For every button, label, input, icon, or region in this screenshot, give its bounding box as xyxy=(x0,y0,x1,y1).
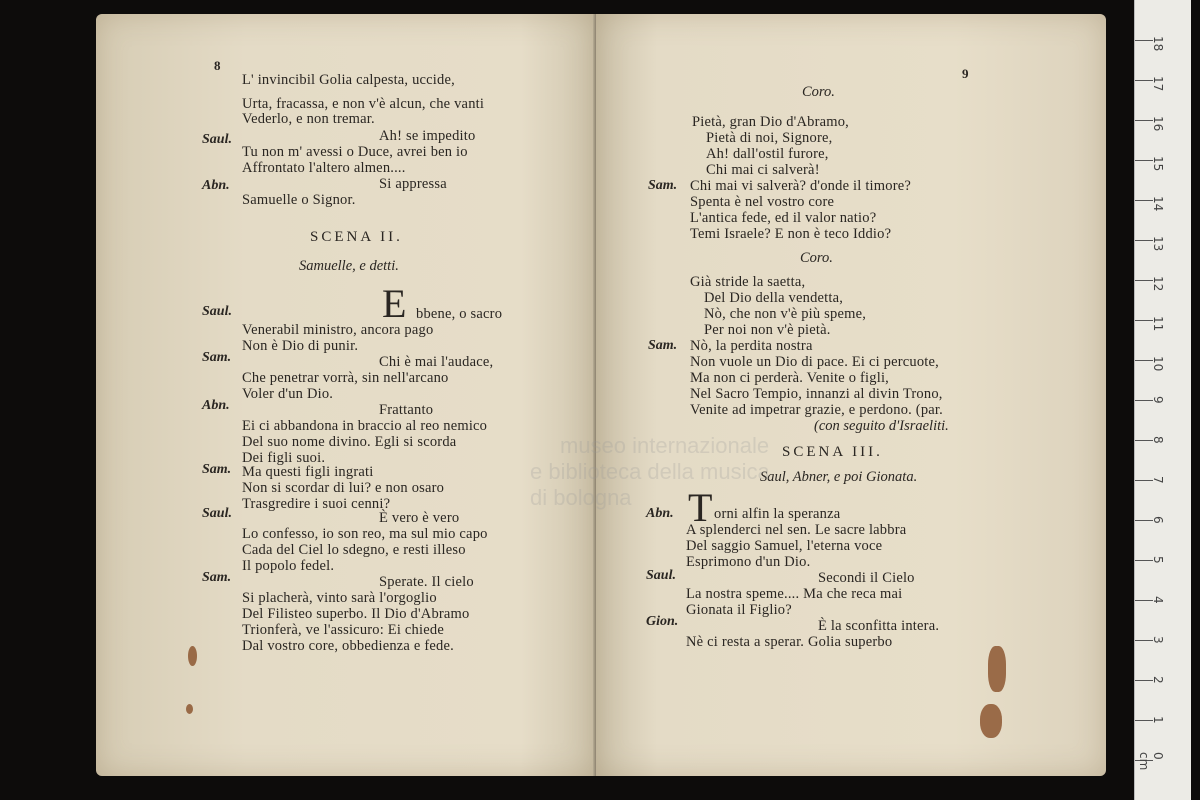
verse-line: Nel Sacro Tempio, innanzi al divin Trono, xyxy=(690,386,943,402)
verse-line: Gionata il Figlio? xyxy=(686,602,792,618)
ruler-label: 8 xyxy=(1151,436,1165,444)
verse-line: Lo confesso, io son reo, ma sul mio capo xyxy=(242,526,488,542)
verse-line: Chi mai vi salverà? d'onde il timore? xyxy=(690,178,912,194)
ruler-label: 14 xyxy=(1151,196,1165,212)
ruler-label: 1 xyxy=(1151,716,1165,724)
verse-line: Urta, fracassa, e non v'è alcun, che vanti xyxy=(242,96,485,112)
verse-line: Non è Dio di punir. xyxy=(242,338,359,354)
verse-line: Del Filisteo superbo. Il Dio d'Abramo xyxy=(242,606,470,622)
drop-cap: E xyxy=(382,281,407,326)
ruler-label: 4 xyxy=(1151,596,1165,604)
verse-line: Dei figli suoi. xyxy=(242,450,326,466)
ruler-label: 0 cm xyxy=(1137,752,1165,771)
right-page xyxy=(530,14,1106,776)
verse-line: L' invincibil Golia calpesta, uccide, xyxy=(242,72,455,88)
verse-line: Ma non ci perderà. Venite o figli, xyxy=(690,370,890,386)
speaker: Saul. xyxy=(646,568,676,583)
verse-line: Ah! se impedito xyxy=(379,128,476,144)
speaker: Abn. xyxy=(202,178,230,193)
ruler-label: 12 xyxy=(1151,276,1165,292)
verse-line: Nò, che non v'è più speme, xyxy=(704,306,867,322)
foxing-stain xyxy=(980,704,1002,738)
chorus-label: Coro. xyxy=(800,250,833,266)
verse-line: Dal vostro core, obbedienza e fede. xyxy=(242,638,454,654)
speaker: Saul. xyxy=(202,506,232,521)
drop-cap: T xyxy=(688,485,713,530)
foxing-stain xyxy=(186,704,193,714)
speaker: Saul. xyxy=(202,304,232,319)
verse-line: Secondi il Cielo xyxy=(818,570,915,586)
verse-line: Ei ci abbandona in braccio al reo nemico xyxy=(242,418,488,434)
verse-line: Pietà di noi, Signore, xyxy=(706,130,833,146)
measuring-ruler xyxy=(1134,0,1191,800)
verse-line: La nostra speme.... Ma che reca mai xyxy=(686,586,903,602)
verse-line: Chi mai ci salverà! xyxy=(706,162,820,178)
verse-line: L'antica fede, ed il valor natio? xyxy=(690,210,877,226)
scene-subtitle: Samuelle, e detti. xyxy=(299,258,399,274)
left-page xyxy=(96,14,596,776)
watermark-line: e biblioteca della musica xyxy=(530,459,770,484)
verse-line: Pietà, gran Dio d'Abramo, xyxy=(692,114,850,130)
ruler-label: 9 xyxy=(1151,396,1165,404)
verse-line: Trionferà, ve l'assicuro: Ei chiede xyxy=(242,622,444,638)
verse-line: Si appressa xyxy=(379,176,447,192)
verse-line: Già stride la saetta, xyxy=(690,274,806,290)
speaker: Sam. xyxy=(202,570,232,585)
chorus-label: Coro. xyxy=(802,84,835,100)
speaker: Abn. xyxy=(202,398,230,413)
watermark-line: di bologna xyxy=(530,485,632,510)
verse-line: Il popolo fedel. xyxy=(242,558,335,574)
verse-line: Ma questi figli ingrati xyxy=(242,464,374,480)
ruler-label: 7 xyxy=(1151,476,1165,484)
verse-line: Vederlo, e non tremar. xyxy=(242,111,375,127)
verse-line: Si placherà, vinto sarà l'orgoglio xyxy=(242,590,437,606)
stage-direction: (con seguito d'Israeliti. xyxy=(814,418,949,434)
speaker: Gion. xyxy=(646,614,679,629)
speaker: Sam. xyxy=(648,338,678,353)
scene-heading: SCENA II. xyxy=(310,229,403,245)
ruler-label: 6 xyxy=(1151,516,1165,524)
ruler-label: 2 xyxy=(1151,676,1165,684)
scene-subtitle: Saul, Abner, e poi Gionata. xyxy=(760,469,918,485)
verse-line: Nè ci resta a sperar. Golia superbo xyxy=(686,634,893,650)
verse-line: Voler d'un Dio. xyxy=(242,386,334,402)
foxing-stain xyxy=(988,646,1006,692)
verse-line: bbene, o sacro xyxy=(416,306,503,322)
verse-line: A splenderci nel sen. Le sacre labbra xyxy=(686,522,907,538)
verse-line: Non vuole un Dio di pace. Ei ci percuote, xyxy=(690,354,939,370)
ruler-label: 18 xyxy=(1151,36,1165,52)
verse-line: Sperate. Il cielo xyxy=(379,574,474,590)
verse-line: Tu non m' avessi o Duce, avrei ben io xyxy=(242,144,468,160)
verse-line: Venerabil ministro, ancora pago xyxy=(242,322,434,338)
verse-line: Cada del Ciel lo sdegno, e resti illeso xyxy=(242,542,466,558)
ruler-label: 10 xyxy=(1151,356,1165,372)
verse-line: È la sconfitta intera. xyxy=(818,618,940,634)
scene-heading: SCENA III. xyxy=(782,444,883,460)
ruler-label: 13 xyxy=(1151,236,1165,252)
speaker: Sam. xyxy=(202,350,232,365)
verse-line: Temi Israele? E non è teco Iddio? xyxy=(690,226,892,242)
verse-line: Chi è mai l'audace, xyxy=(379,354,494,370)
verse-line: Del saggio Samuel, l'eterna voce xyxy=(686,538,883,554)
ruler-label: 16 xyxy=(1151,116,1165,132)
verse-line: Affrontato l'altero almen.... xyxy=(242,160,406,176)
verse-line: orni alfin la speranza xyxy=(714,506,841,522)
verse-line: È vero è vero xyxy=(379,510,460,526)
verse-line: Del suo nome divino. Egli si scorda xyxy=(242,434,457,450)
verse-line: Ah! dall'ostil furore, xyxy=(706,146,829,162)
verse-line: Spenta è nel vostro core xyxy=(690,194,835,210)
page-number-right: 9 xyxy=(962,66,969,81)
ruler-label: 3 xyxy=(1151,636,1165,644)
ruler-label: 5 xyxy=(1151,556,1165,564)
foxing-stain xyxy=(188,646,197,666)
speaker: Sam. xyxy=(202,462,232,477)
verse-line: Frattanto xyxy=(379,402,434,418)
verse-line: Non si scordar di lui? e non osaro xyxy=(242,480,445,496)
verse-line: Samuelle o Signor. xyxy=(242,192,356,208)
verse-line: Nò, la perdita nostra xyxy=(690,338,813,354)
verse-line: Venite ad impetrar grazie, e perdono. (par. xyxy=(690,402,943,418)
page-number-left: 8 xyxy=(214,58,221,73)
ruler-label: 17 xyxy=(1151,76,1165,92)
verse-line: Trasgredire i suoi cenni? xyxy=(242,496,391,512)
verse-line: Del Dio della vendetta, xyxy=(704,290,844,306)
speaker: Saul. xyxy=(202,132,232,147)
ruler-label: 15 xyxy=(1151,156,1165,172)
speaker: Sam. xyxy=(648,178,678,193)
speaker: Abn. xyxy=(646,506,674,521)
ruler-label: 11 xyxy=(1151,316,1165,332)
open-book xyxy=(96,14,1106,776)
verse-line: Per noi non v'è pietà. xyxy=(704,322,831,338)
watermark-line: museo internazionale xyxy=(560,433,770,458)
verse-line: Esprimono d'un Dio. xyxy=(686,554,811,570)
verse-line: Che penetrar vorrà, sin nell'arcano xyxy=(242,370,449,386)
